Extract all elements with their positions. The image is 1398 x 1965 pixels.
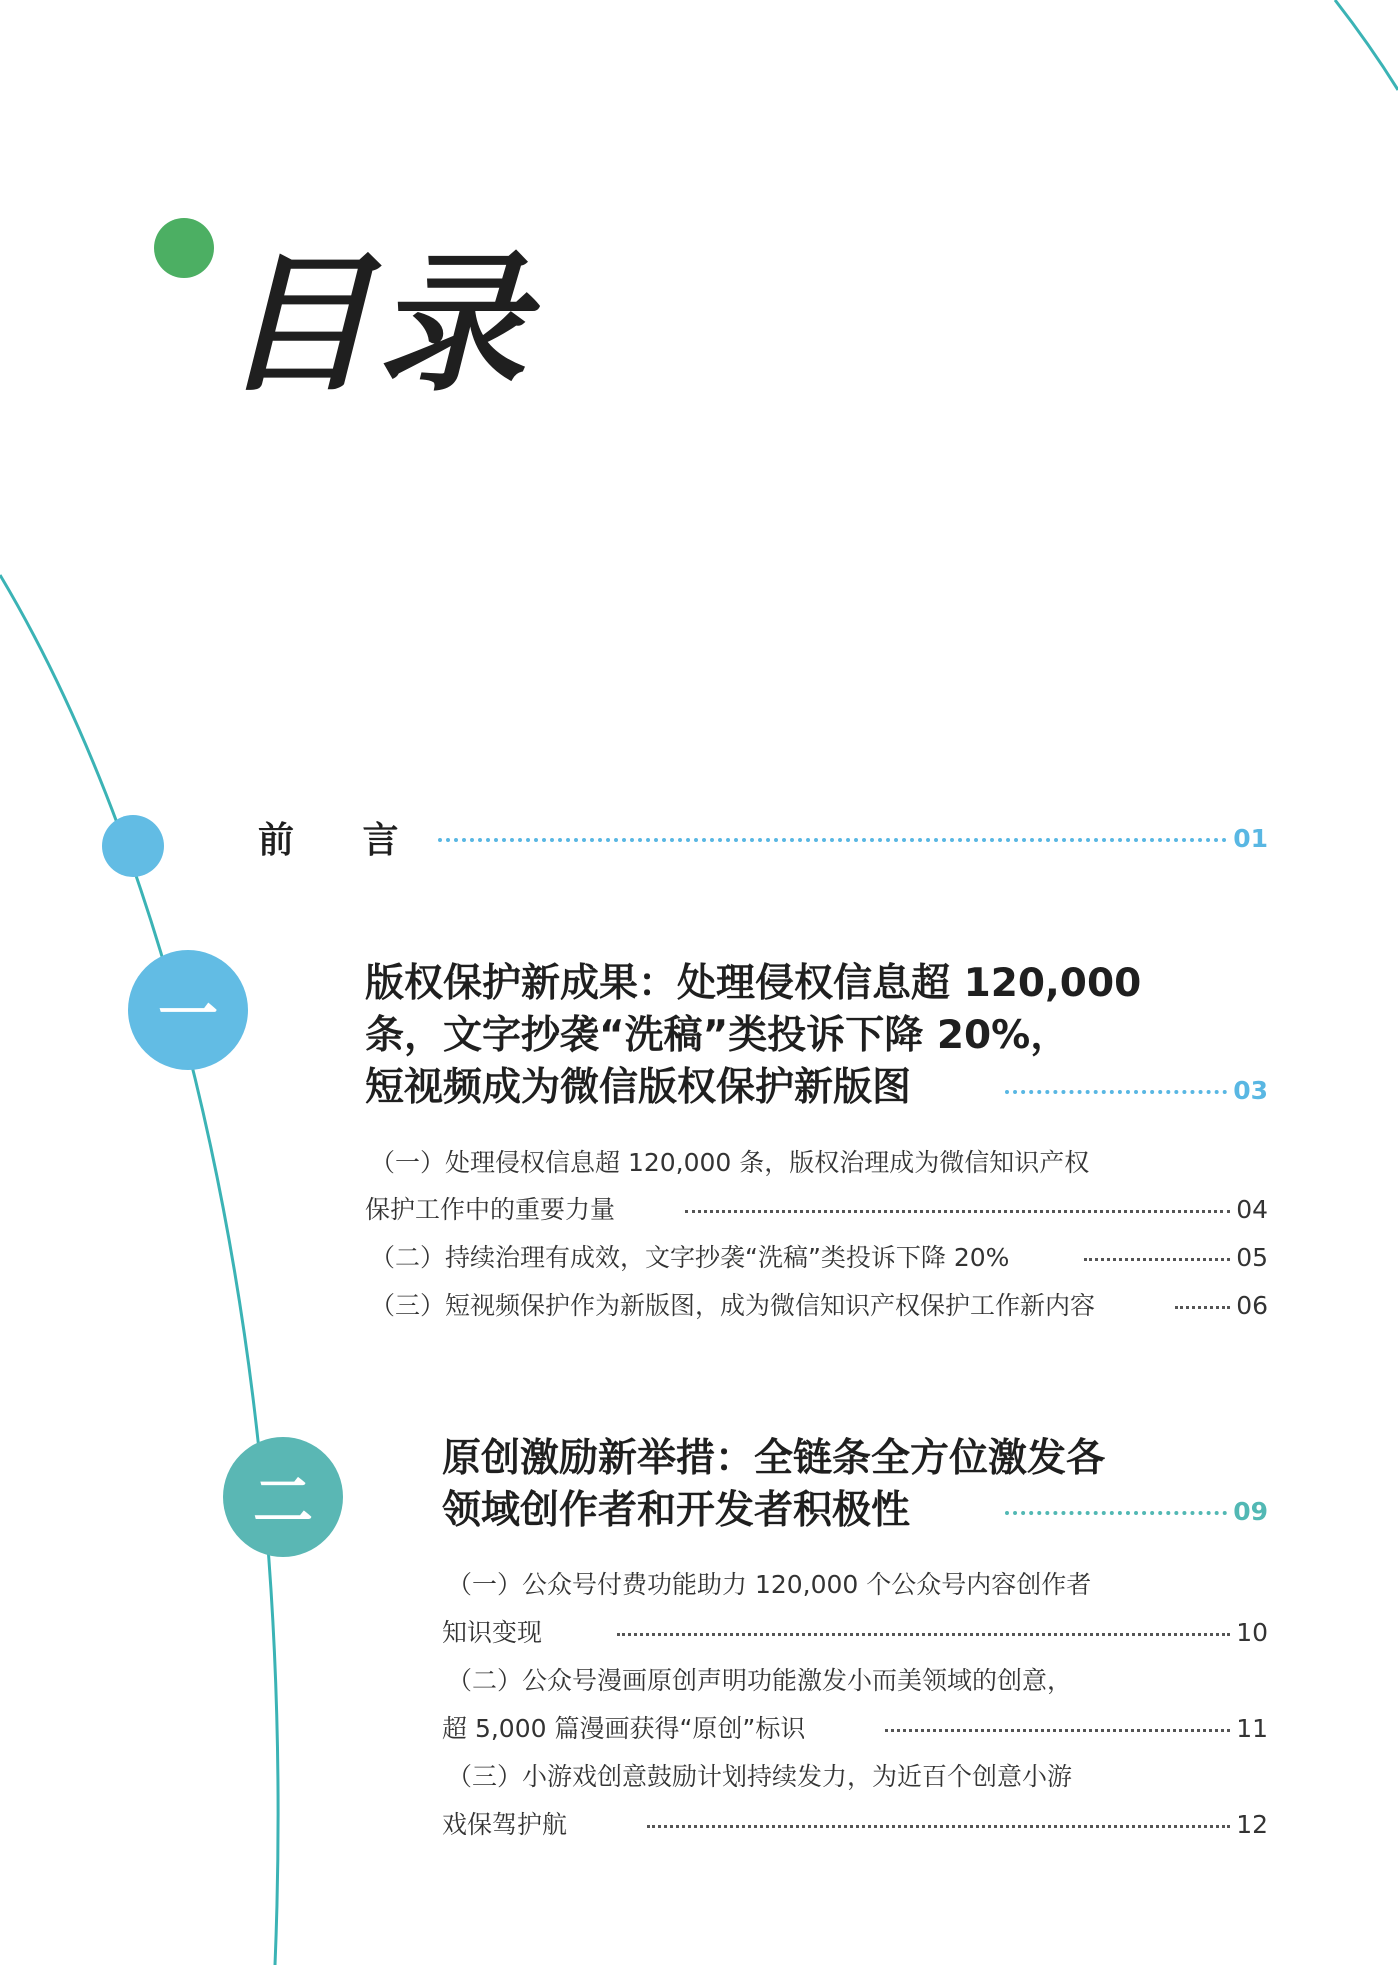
toc-sub-text: 保护工作中的重要力量 [365, 1194, 616, 1224]
leader-dots [1005, 1511, 1227, 1515]
leader-dots [647, 1825, 1230, 1828]
page-number: 10 [1236, 1617, 1268, 1647]
page-number: 09 [1233, 1496, 1268, 1526]
toc-sub-item[interactable] [442, 1809, 1268, 1839]
main-arc [0, 575, 278, 1965]
section-2-title-line: 原创激励新举措：全链条全方位激发各 [442, 1436, 1106, 1481]
toc-sub-text: 知识变现 [442, 1617, 543, 1647]
leader-dots [1175, 1306, 1230, 1309]
leader-dots [1084, 1258, 1230, 1261]
leader-dots [617, 1633, 1230, 1636]
page-number: 05 [1236, 1242, 1268, 1272]
leader-dots [685, 1210, 1230, 1213]
preface-label: 前 言 [258, 820, 427, 861]
section-1-numeral: 一 [158, 980, 218, 1050]
toc-sub-text: 戏保驾护航 [442, 1809, 568, 1839]
section-2-title-line: 领域创作者和开发者积极性 [442, 1488, 911, 1533]
toc-sub-text: 超 5,000 篇漫画获得“原创”标识 [442, 1713, 806, 1743]
section-1-title-line: 条，文字抄袭“洗稿”类投诉下降 20%， [365, 1013, 1070, 1058]
page-number: 11 [1236, 1713, 1268, 1743]
section-1-page-entry[interactable] [1005, 1072, 1268, 1108]
toc-sub-text: （二）持续治理有成效，文字抄袭“洗稿”类投诉下降 20% [370, 1242, 1010, 1272]
leader-dots [885, 1729, 1230, 1732]
toc-sub-text: （三）短视频保护作为新版图，成为微信知识产权保护工作新内容 [370, 1290, 1096, 1320]
leader-dots [1005, 1090, 1227, 1094]
page-number: 01 [1233, 823, 1268, 853]
toc-sub-item[interactable]: （一）公众号付费功能助力 120,000 个公众号内容创作者 [447, 1570, 1092, 1599]
toc-sub-item[interactable]: （二）公众号漫画原创声明功能激发小而美领域的创意， [447, 1666, 1073, 1695]
toc-sub-item[interactable] [442, 1713, 1268, 1743]
page-number: 04 [1236, 1194, 1268, 1224]
toc-sub-item[interactable] [370, 1290, 1268, 1320]
section-2-circle [223, 1437, 343, 1557]
corner-arc [1335, 0, 1398, 90]
section-1-title-line: 版权保护新成果：处理侵权信息超 120,000 [365, 961, 1142, 1006]
page-number: 06 [1236, 1290, 1268, 1320]
section-2-page-entry[interactable] [1005, 1493, 1268, 1529]
toc-sub-item[interactable]: （三）小游戏创意鼓励计划持续发力，为近百个创意小游 [447, 1762, 1073, 1791]
page-number: 12 [1236, 1809, 1268, 1839]
preface-circle [102, 815, 164, 877]
page-title: 目录 [222, 238, 531, 412]
section-2-numeral: 二 [253, 1467, 313, 1537]
preface-toc-entry[interactable] [438, 820, 1268, 856]
toc-sub-item[interactable] [365, 1194, 1268, 1224]
section-1-circle [128, 950, 248, 1070]
section-1-title-line: 短视频成为微信版权保护新版图 [365, 1065, 912, 1110]
toc-sub-item[interactable]: （一）处理侵权信息超 120,000 条，版权治理成为微信知识产权 [370, 1148, 1090, 1177]
toc-sub-item[interactable] [370, 1242, 1268, 1272]
leader-dots [438, 838, 1227, 842]
green-dot [154, 218, 214, 278]
toc-sub-item[interactable] [442, 1617, 1268, 1647]
page-number: 03 [1233, 1075, 1268, 1105]
